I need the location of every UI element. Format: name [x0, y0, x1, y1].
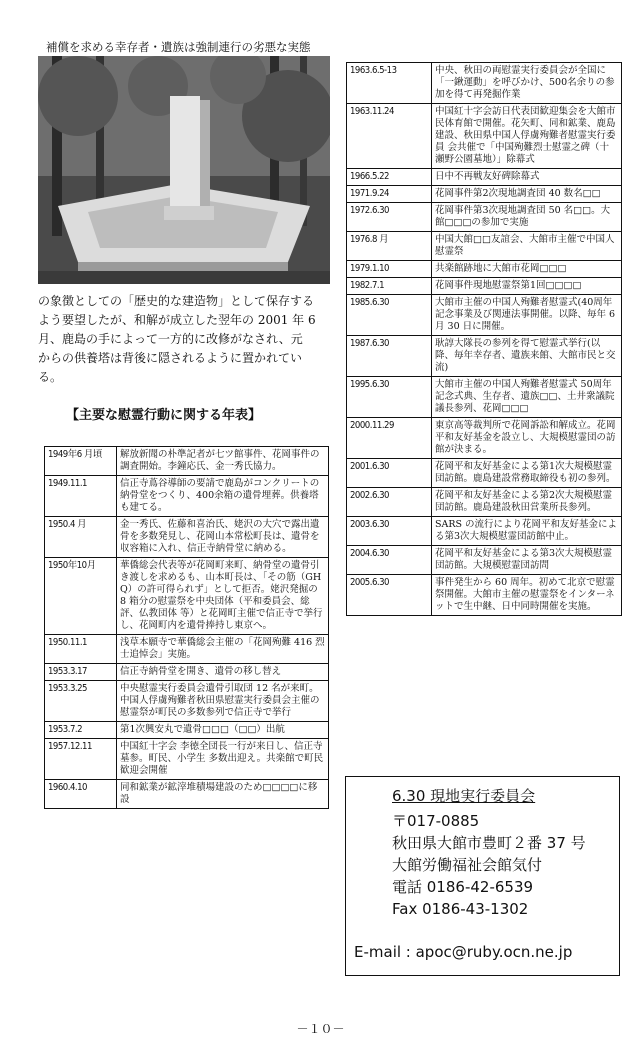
- email-address[interactable]: E-mail : apoc@ruby.ocn.ne.jp: [354, 943, 573, 961]
- table-row: [347, 459, 622, 488]
- event-text: 花岡事件第2次現地調査団 40 数名□□: [432, 186, 622, 203]
- table-row: [347, 418, 622, 459]
- table-row: [347, 186, 622, 203]
- table-row: [347, 169, 622, 186]
- table-row: [45, 635, 329, 664]
- table-row: [45, 558, 329, 635]
- event-text: 大館市主催の中国人殉難者慰霊式 50周年記念式典、生存者、遺族□□、土井衆議院議長参列、花岡□□□: [432, 377, 622, 418]
- event-date: 1963.6.5-13: [347, 63, 432, 104]
- event-text: 花岡事件現地慰霊祭第1回□□□□: [432, 278, 622, 295]
- fax-number: Fax 0186-43-1302: [392, 900, 529, 918]
- event-text: 解放新聞の朴準記者が七ツ館事件、花岡事件の調査開始。李鐘応氏、金一秀氏協力。: [117, 447, 329, 476]
- table-row: [347, 63, 622, 104]
- chronology-table-right: [346, 62, 622, 616]
- paragraph-line: 月、鹿島の手によって一方的に改修がなされ、元: [38, 332, 303, 346]
- address-line-1: 秋田県大館市豊町２番 37 号: [392, 834, 586, 852]
- event-text: 中国紅十字会訪日代表団歓迎集会を大館市民体育館で開催。花矢町、同和鉱業、鹿島建設、秋田県中国人俘虜殉難者慰霊実行委員 会共催で「中国殉難烈士慰霊之碑（十瀬野公園墓地）」除幕式: [432, 104, 622, 169]
- table-row: [347, 575, 622, 616]
- paragraph-line: からの供養塔は背後に隠されるように置かれてい: [38, 351, 303, 365]
- event-text: SARS の流行により花岡平和友好基金による第3次大規模慰霊団訪館中止。: [432, 517, 622, 546]
- table-row: [45, 664, 329, 681]
- photo-caption: 補償を求める幸存者・遺族は強制連行の劣悪な実態: [46, 40, 311, 54]
- event-date: 2000.11.29: [347, 418, 432, 459]
- event-date: 1953.3.25: [45, 681, 117, 722]
- event-text: 花岡平和友好基金による第3次大規模慰霊団訪館。大規模慰霊団訪問: [432, 546, 622, 575]
- event-date: 1960.4.10: [45, 780, 117, 809]
- postal-code: 〒017-0885: [392, 812, 480, 830]
- table-row: [45, 476, 329, 517]
- event-text: 花岡事件第3次現地調査団 50 名□□。大館□□□の参加で実施: [432, 203, 622, 232]
- event-text: 第1次興安丸で遺骨□□□（□□）出航: [117, 722, 329, 739]
- event-date: 1987.6.30: [347, 336, 432, 377]
- table-row: [347, 104, 622, 169]
- event-date: 1953.3.17: [45, 664, 117, 681]
- event-date: 1950.4 月: [45, 517, 117, 558]
- table-row: [347, 203, 622, 232]
- event-date: 1953.7.2: [45, 722, 117, 739]
- memorial-photo: [38, 56, 330, 284]
- table-row: [45, 517, 329, 558]
- table-row: [45, 681, 329, 722]
- event-text: 花岡平和友好基金による第1次大規模慰霊団訪館。鹿島建設常務取締役も初の参列。: [432, 459, 622, 488]
- table-row: [45, 722, 329, 739]
- page-number: －１０－: [296, 1022, 345, 1036]
- address-line-2: 大館労働福祉会館気付: [392, 856, 543, 874]
- event-text: 中央、秋田の両慰霊実行委員会が全国に「一鍬運動」を呼びかけ、500名余りの参加を得て再発掘作業: [432, 63, 622, 104]
- table-row: [45, 780, 329, 809]
- event-text: 花岡平和友好基金による第2次大規模慰霊団訪館。鹿島建設秋田営業所長参列。: [432, 488, 622, 517]
- table-row: [347, 232, 622, 261]
- event-date: 2003.6.30: [347, 517, 432, 546]
- event-text: 華僑総会代表等が花岡町来町、納骨堂の遺骨引き渡しを求めるも、山本町長は、「その筋（GHQ）の許可得られず」として拒否。姥沢発掘の 8 箱分の慰霊祭を中央団体（平和委員会、総評、仏教団体 等）と花岡町主催で信正寺で挙行し、花岡町内を遺骨捧持し東京へ。: [117, 558, 329, 635]
- chronology-heading: 【主要な慰霊行動に関する年表】: [66, 408, 262, 423]
- event-date: 1950年10月: [45, 558, 117, 635]
- event-text: 信正寺納骨堂を開き、遺骨の移し替え: [117, 664, 329, 681]
- event-date: 1979.1.10: [347, 261, 432, 278]
- event-text: 東京高等裁判所で花岡訴訟和解成立。花岡平和友好基金を設立し、大規模慰霊団の訪館が決まる。: [432, 418, 622, 459]
- table-row: [347, 261, 622, 278]
- event-text: 大館市主催の中国人殉難者慰霊式(40周年記念事業及び関連法事開催。以降、毎年 6 月 30 日に開催。: [432, 295, 622, 336]
- event-text: 信正寺蔦谷導師の要請で鹿島がコンクリートの納骨堂をつくり、400余箱の遺骨埋葬。供養塔も建てる。: [117, 476, 329, 517]
- event-date: 1976.8 月: [347, 232, 432, 261]
- contact-box: [345, 776, 620, 976]
- paragraph-line: よう要望したが、和解が成立した翌年の 2001 年 6: [38, 313, 316, 327]
- organization-name: 6.30 現地実行委員会: [392, 787, 536, 805]
- event-text: 同和鉱業が鉱滓堆積場建設のため□□□□に移設: [117, 780, 329, 809]
- event-date: 2004.6.30: [347, 546, 432, 575]
- table-row: [347, 295, 622, 336]
- chronology-table-left: [44, 446, 329, 809]
- event-text: 事件発生から 60 周年。初めて北京で慰霊祭開催。大館市主催の慰霊祭をインターネットで生中継、日中同時開催を実施。: [432, 575, 622, 616]
- event-date: 1950.11.1: [45, 635, 117, 664]
- event-text: 中国大館□□友誼会、大館市主催で中国人慰霊祭: [432, 232, 622, 261]
- table-row: [347, 377, 622, 418]
- table-row: [347, 278, 622, 295]
- body-paragraph: [38, 292, 323, 387]
- event-date: 1982.7.1: [347, 278, 432, 295]
- event-text: 中央慰霊実行委員会遺骨引取団 12 名が来町。中国人俘虜殉難者秋田県慰霊実行委員会主催の慰霊祭が町民の多数参列で信正寺で挙行: [117, 681, 329, 722]
- event-date: 1971.9.24: [347, 186, 432, 203]
- phone-number: 電話 0186-42-6539: [392, 878, 534, 896]
- event-date: 1949年6 月頃: [45, 447, 117, 476]
- event-date: 1972.6.30: [347, 203, 432, 232]
- table-row: [347, 488, 622, 517]
- table-row: [347, 336, 622, 377]
- event-date: 2002.6.30: [347, 488, 432, 517]
- event-date: 1995.6.30: [347, 377, 432, 418]
- event-date: 1966.5.22: [347, 169, 432, 186]
- event-text: 浅草本願寺で華僑総会主催の「花岡殉難 416 烈士追悼会」実施。: [117, 635, 329, 664]
- event-date: 2001.6.30: [347, 459, 432, 488]
- event-date: 1963.11.24: [347, 104, 432, 169]
- paragraph-line: る。: [38, 370, 63, 384]
- table-row: [347, 517, 622, 546]
- event-text: 日中不再戦友好碑除幕式: [432, 169, 622, 186]
- table-row: [45, 447, 329, 476]
- event-text: 共楽館跡地に大館市花岡□□□: [432, 261, 622, 278]
- table-row: [45, 739, 329, 780]
- table-row: [347, 546, 622, 575]
- event-text: 中国紅十字会 李徳全団長一行が来日し、信正寺墓参。町民、小学生 多数出迎え。共楽館で町民歓迎会開催: [117, 739, 329, 780]
- event-date: 1949.11.1: [45, 476, 117, 517]
- event-date: 1985.6.30: [347, 295, 432, 336]
- event-date: 1957.12.11: [45, 739, 117, 780]
- paragraph-line: の象徴としての「歴史的な建造物」として保存する: [38, 294, 315, 308]
- event-date: 2005.6.30: [347, 575, 432, 616]
- event-text: 金一秀氏、佐藤和喜治氏、姥沢の大穴で露出遺骨を多数発見し、花岡山本常松町長は、遺骨を収容箱に入れ、信正寺納骨堂に納める。: [117, 517, 329, 558]
- event-text: 耿諄大隊長の参列を得て慰霊式挙行(以降、毎年幸存者、遺族来館、大館市民と交流): [432, 336, 622, 377]
